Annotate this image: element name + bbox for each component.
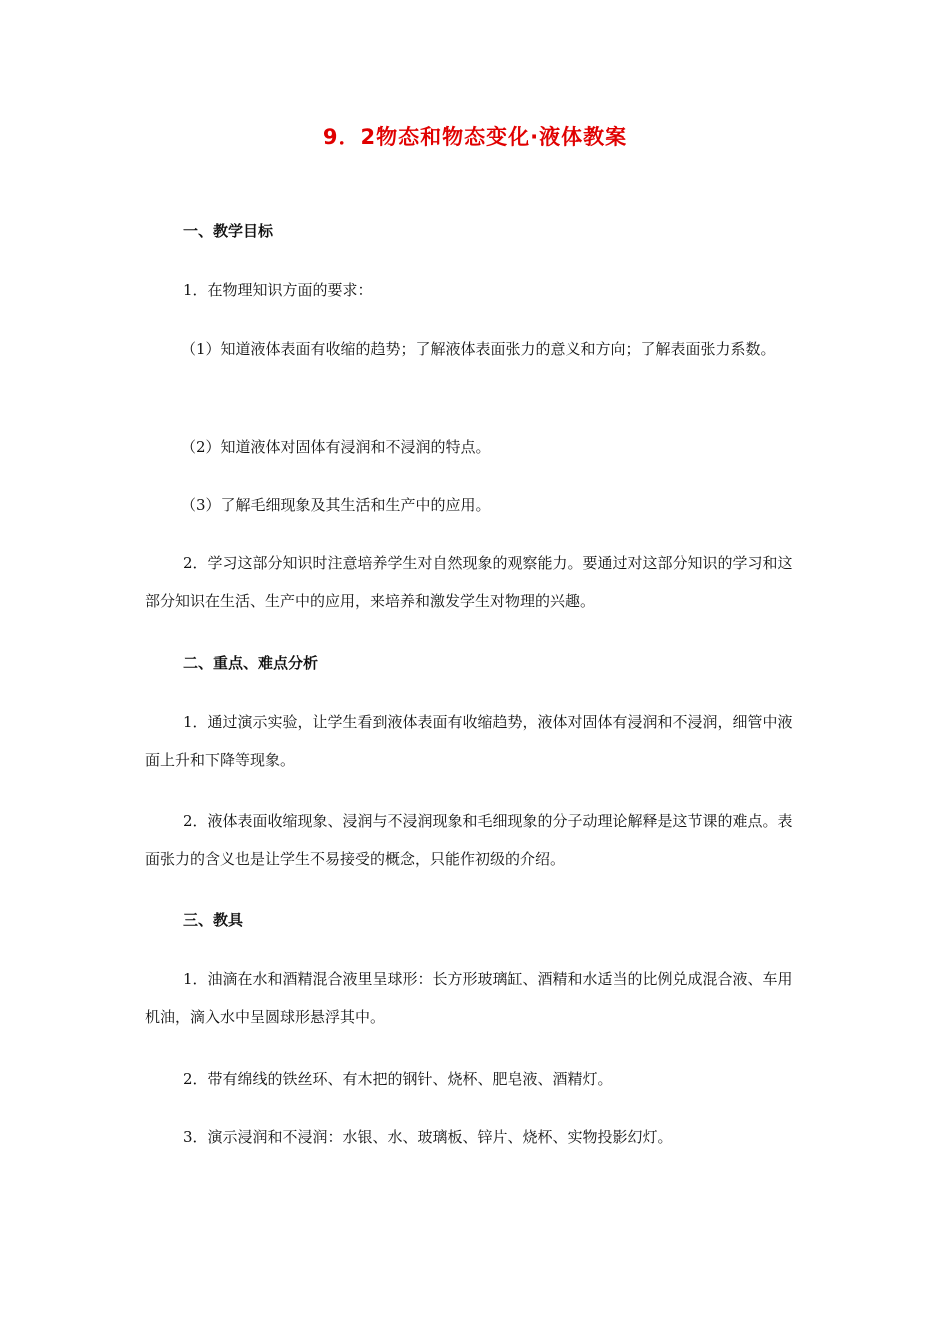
paragraph-objective-2: 2．学习这部分知识时注意培养学生对自然现象的观察能力。要通过对这部分知识的学习和这部分知识在生活、生产中的应用，来培养和激发学生对物理的兴趣。 bbox=[145, 554, 793, 610]
paragraph-objective-1-2: （2）知道液体对固体有浸润和不浸润的特点。 bbox=[181, 438, 491, 456]
page-title: 9．2物态和物态变化·液体教案 bbox=[322, 125, 628, 149]
paragraph-equipment-1: 1．油滴在水和酒精混合液里呈球形：长方形玻璃缸、酒精和水适当的比例兑成混合液、车用机油，滴入水中呈圆球形悬浮其中。 bbox=[145, 970, 793, 1026]
paragraph-equipment-3: 3．演示浸润和不浸润：水银、水、玻璃板、锌片、烧杯、实物投影幻灯。 bbox=[183, 1128, 673, 1146]
paragraph-key-point-1: 1．通过演示实验，让学生看到液体表面有收缩趋势，液体对固体有浸润和不浸润，细管中液面上升和下降等现象。 bbox=[145, 713, 793, 769]
paragraph-objective-1: 1．在物理知识方面的要求： bbox=[183, 281, 373, 299]
section-heading-objectives: 一、教学目标 bbox=[183, 222, 274, 240]
section-heading-equipment: 三、教具 bbox=[183, 911, 244, 929]
paragraph-equipment-2: 2．带有绵线的铁丝环、有木把的钢针、烧杯、肥皂液、酒精灯。 bbox=[183, 1070, 613, 1088]
paragraph-key-point-2: 2．液体表面收缩现象、浸润与不浸润现象和毛细现象的分子动理论解释是这节课的难点。表面张力的含义也是让学生不易接受的概念，只能作初级的介绍。 bbox=[145, 812, 793, 868]
section-heading-key-points: 二、重点、难点分析 bbox=[183, 654, 319, 672]
paragraph-objective-1-3: （3）了解毛细现象及其生活和生产中的应用。 bbox=[181, 496, 491, 514]
paragraph-objective-1-1: （1）知道液体表面有收缩的趋势；了解液体表面张力的意义和方向；了解表面张力系数。 bbox=[181, 340, 776, 358]
